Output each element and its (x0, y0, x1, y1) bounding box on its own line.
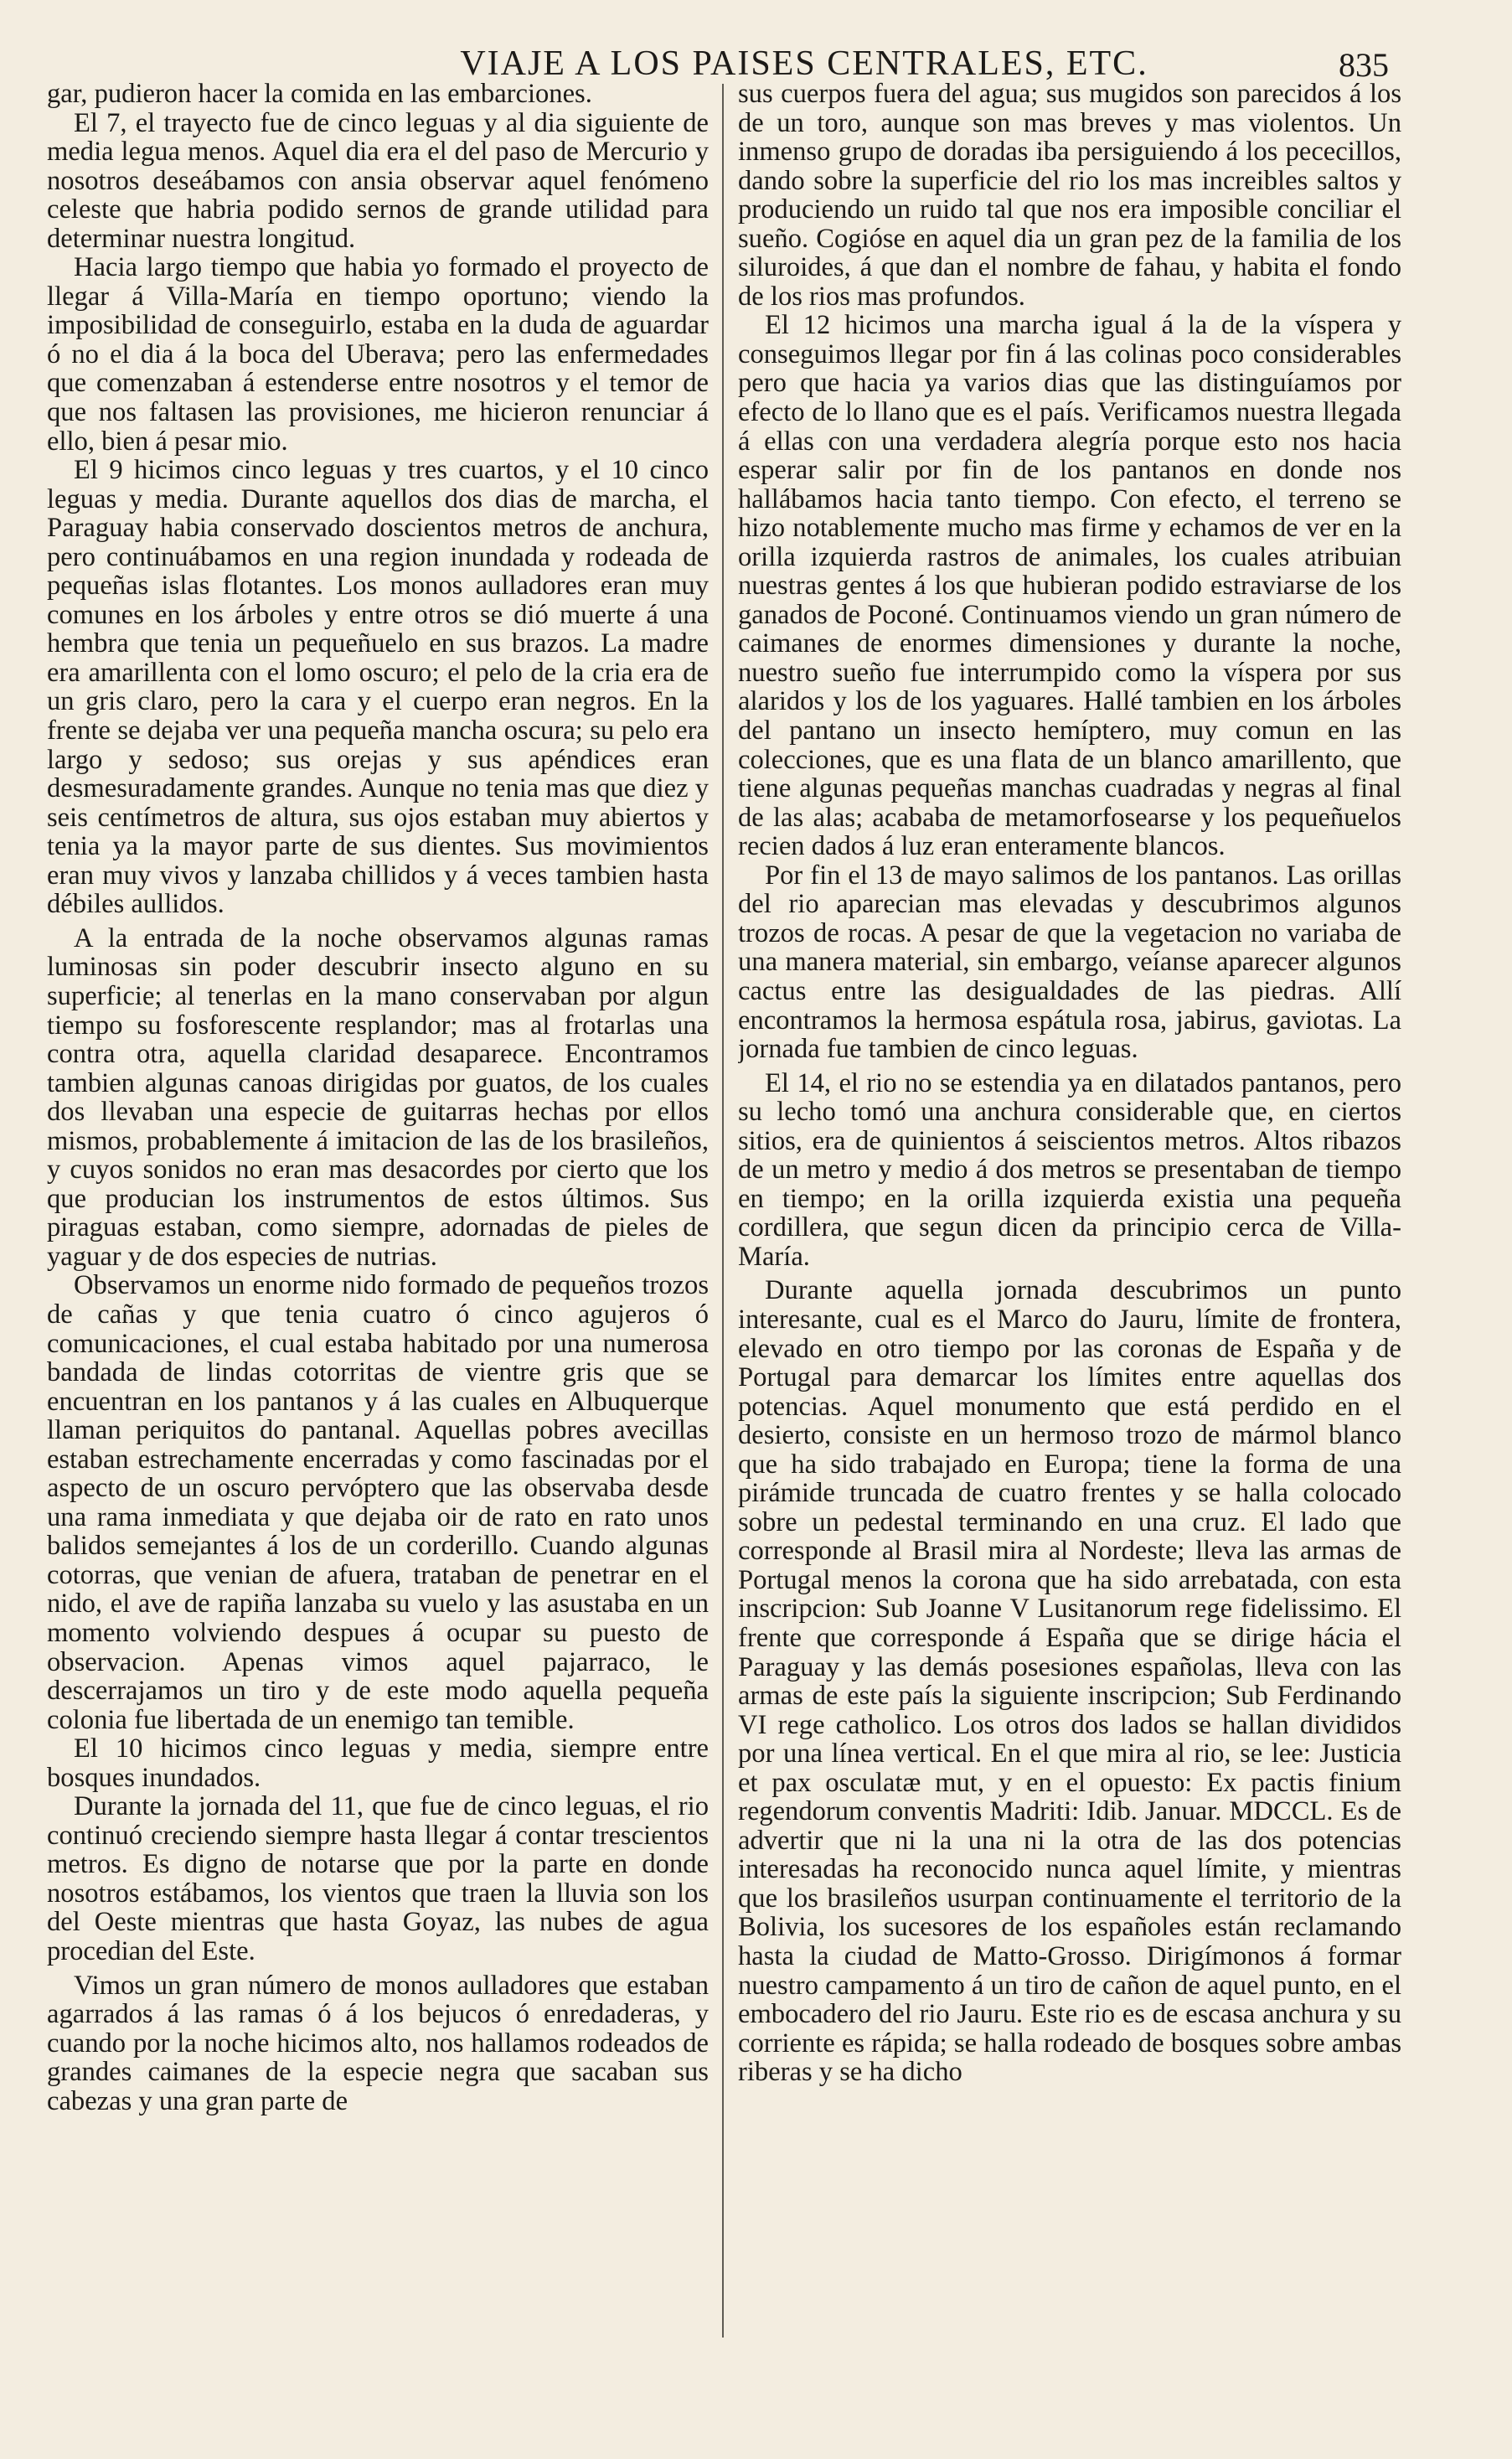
paragraph: El 7, el trayecto fue de cinco leguas y al dia siguiente de media legua menos. Aquel dia era el del paso de Mercurio y nosotros deseábamos con ansia observar aquel fenómeno celeste que habria podido sernos de grande utilidad para determinar nuestra longitud. (47, 107, 709, 254)
paragraph: Durante la jornada del 11, que fue de cinco leguas, el rio continuó creciendo siempre hasta llegar á contar trescientos metros. Es digno de notarse que por la parte en donde nosotros estábamos, los vientos que traen la lluvia son los del Oeste mientras que hasta Goyaz, las nubes de agua procedian del Este. (47, 1791, 709, 1966)
paragraph: gar, pudieron hacer la comida en las embarciones. (47, 80, 592, 109)
paragraph: sus cuerpos fuera del agua; sus mugidos son parecidos á los de un toro, aunque son mas breves y mas violentos. Un inmenso grupo de doradas iba persiguiendo á los pececillos, dando sobre la superficie del rio los mas increibles saltos y produciendo un ruido tal que nos era imposible conciliar el sueño. Cogióse en aquel dia un gran pez de la familia de los siluroides, á que dan el nombre de fahau, y habita el fondo de los rios mas profundos. (738, 80, 1401, 312)
paragraph: Por fin el 13 de mayo salimos de los pantanos. Las orillas del rio aparecian mas elevadas y descubrimos algunos trozos de rocas. A pesar de que la vegetacion no variaba de una manera material, sin embargo, veíanse aparecer algunos cactus entre las desigualdades de las piedras. Allí encontramos la hermosa espátula rosa, jabirus, gaviotas. La jornada fue tambien de cinco leguas. (738, 860, 1401, 1065)
right-column (738, 80, 1401, 2421)
paragraph: El 14, el rio no se estendia ya en dilatados pantanos, pero su lecho tomó una anchura considerable que, en ciertos sitios, era de quinientos á seiscientos metros. Altos ribazos de un metro y medio á dos metros se presentaban de tiempo en tiempo; en la orilla izquierda existia una pequeña cordillera, que segun dicen da principio cerca de Villa-María. (738, 1067, 1401, 1272)
paragraph: El 12 hicimos una marcha igual á la de la víspera y conseguimos llegar por fin á las colinas poco considerables pero que hacia ya varios dias que las distinguíamos por efecto de lo llano que es el país. Verificamos nuestra llegada á ellas con una verdadera alegría porque esto nos hacia esperar salir por fin de los pantanos en donde nos hallábamos hacia tanto tiempo. Con efecto, el terreno se hizo notablemente mucho mas firme y echamos de ver en la orilla izquierda rastros de animales, los cuales atribuian nuestras gentes á los que hubieran podido estraviarse de los ganados de Poconé. Continuamos viendo un gran número de caimanes de enormes dimensiones y durante la noche, nuestro sueño fue interrumpido como la víspera por sus alaridos y los de los yaguares. Hallé tambien en los árboles del pantano un insecto hemíptero, muy comun en las colecciones, que es una flata de un blanco amarillento, que tiene algunas pequeñas manchas cuadradas y negras al final de las alas; acababa de metamorfosearse y los pequeñuelos recien dados á luz eran enteramente blancos. (738, 310, 1401, 862)
paragraph: A la entrada de la noche observamos algunas ramas luminosas sin poder descubrir insecto alguno en su superficie; al tenerlas en la mano conservaban por algun tiempo su fosforescente resplandor; mas al frotarlas una contra otra, aquella claridad desaparece. Encontramos tambien algunas canoas dirigidas por guatos, de los cuales dos llevaban una especie de guitarras hechas por ellos mismos, probablemente á imitacion de las de los brasileños, y cuyos sonidos no eran mas desacordes por cierto que los que producian los instrumentos de estos últimos. Sus piraguas estaban, como siempre, adornadas de pieles de yaguar y de dos especies de nutrias. (47, 922, 709, 1272)
paragraph: Observamos un enorme nido formado de pequeños trozos de cañas y que tenia cuatro ó cinco agujeros ó comunicaciones, el cual estaba habitado por una numerosa bandada de lindas cotorritas de vientre gris que se encuentran en los pantanos y á las cuales en Albuquerque llaman periquitos do pantanal. Aquellas pobres avecillas estaban estrechamente encerradas y como fascinadas por el aspecto de un oscuro pervóptero que las observaba desde una rama inmediata y que dejaba oir de rato en rato unos balidos semejantes á los de un corderillo. Cuando algunas cotorras, que venian de afuera, trataban de penetrar en el nido, el ave de rapiña lanzaba su vuelo y las asustaba en un momento volviendo despues á ocupar su puesto de observacion. Apenas vimos aquel pajarraco, le descerrajamos un tiro y de este modo aquella pequeña colonia fue libertada de un enemigo tan temible. (47, 1270, 709, 1735)
paragraph: El 10 hicimos cinco leguas y media, siempre entre bosques inundados. (47, 1733, 709, 1793)
paragraph: Vimos un gran número de monos aulladores que estaban agarrados á las ramas ó á los bejucos ó enredaderas, y cuando por la noche hicimos alto, nos hallamos rodeados de grandes caimanes de la especie negra que sacaban sus cabezas y una gran parte de (47, 1970, 709, 2116)
page-number: 835 (1339, 46, 1389, 84)
paragraph: El 9 hicimos cinco leguas y tres cuartos, y el 10 cinco leguas y media. Durante aquellos dos dias de marcha, el Paraguay habia conservado doscientos metros de anchura, pero continuábamos en una region inundada y rodeada de pequeñas islas flotantes. Los monos aulladores eran muy comunes en los árboles y entre otros se dió muerte á una hembra que tenia un pequeñuelo en sus brazos. La madre era amarillenta con el lomo oscuro; el pelo de la cria era de un gris claro, pero la cara y el cuerpo eran negros. En la frente se dejaba ver una pequeña mancha oscura; su pelo era largo y sedoso; sus orejas y sus apéndices eran desmesuradamente grandes. Aunque no tenia mas que diez y seis centímetros de altura, sus ojos estaban muy abiertos y tenia ya la mayor parte de sus dientes. Sus movimientos eran muy vivos y lanzaba chillidos y á veces tambien hasta débiles aullidos. (47, 455, 709, 920)
column-divider (722, 84, 724, 2338)
paragraph: Durante aquella jornada descubrimos un punto interesante, cual es el Marco do Jauru, límite de frontera, elevado en otro tiempo por las coronas de España y de Portugal para demarcar los límites entre aquellas dos potencias. Aquel monumento que está perdido en el desierto, consiste en un hermoso trozo de mármol blanco que ha sido trabajado en Europa; tiene la forma de una pirámide truncada de cuatro frentes y se halla colocado sobre un pedestal terminando en una cruz. El lado que corresponde al Brasil mira al Nordeste; lleva las armas de Portugal menos la corona que ha sido arrebatada, con esta inscripcion: Sub Joanne V Lusitanorum rege fidelissimo. El frente que corresponde á España que se dirige hácia el Paraguay y las demás posesiones españolas, lleva con las armas de este país la siguiente inscripcion; Sub Ferdinando VI rege catholico. Los otros dos lados se hallan divididos por una línea vertical. En el que mira al rio, se lee: Justicia et pax osculatæ mut, y en el opuesto: Ex pactis finium regendorum conventis Madriti: Idib. Januar. MDCCL. Es de advertir que ni la una ni la otra de las dos potencias interesadas ha reconocido nunca aquel límite, y mientras que los brasileños usurpan continuamente el territorio de la Bolivia, los sucesores de los españoles están reclamando hasta la ciudad de Matto-Grosso. Dirigímonos á formar nuestro campamento á un tiro de cañon de aquel punto, en el embocadero del rio Jauru. Este rio es de escasa anchura y su corriente es rápida; se halla rodeado de bosques sobre ambas riberas y se ha dicho (738, 1275, 1401, 2088)
page-title: VIAJE A LOS PAISES CENTRALES, ETC. (460, 44, 1148, 83)
left-column (47, 80, 709, 2421)
paragraph: Hacia largo tiempo que habia yo formado el proyecto de llegar á Villa-María en tiempo oportuno; viendo la imposibilidad de conseguirlo, estaba en la duda de aguardar ó no el dia á la boca del Uberava; pero las enfermedades que comenzaban á estenderse entre nosotros y el temor de que nos faltasen las provisiones, me hicieron renunciar á ello, bien á pesar mio. (47, 252, 709, 457)
